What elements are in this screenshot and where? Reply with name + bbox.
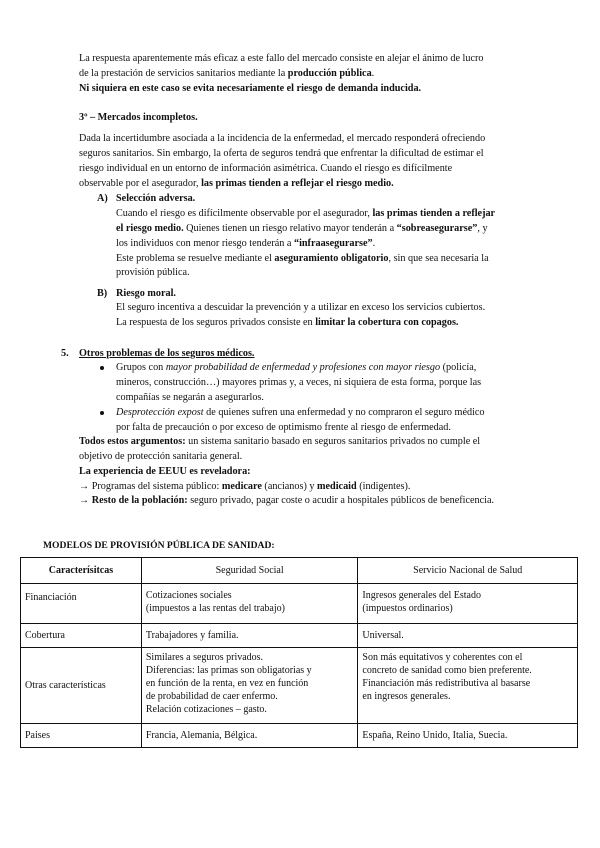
cell-line: concreto de sanidad como bien preferente. xyxy=(362,665,532,676)
medicaid-bold: medicaid xyxy=(317,481,357,492)
programas-end: (indigentes). xyxy=(356,481,411,492)
a2-end: , y xyxy=(477,223,488,234)
cell-line: España, Reino Unido, Italia, Suecia. xyxy=(362,730,508,741)
section3-line-4 xyxy=(79,176,394,191)
bullet1-italic: mayor probabilidad de enfermedad y profesiones con mayor riesgo xyxy=(165,362,441,373)
bullet1-end: (policía, xyxy=(440,362,477,373)
section3-line4-bold: las primas tienden a reflejar el riesgo medio. xyxy=(201,178,394,189)
intro-line-3 xyxy=(79,81,421,96)
todos-line-1 xyxy=(79,434,480,449)
cell-line: Cotizaciones sociales xyxy=(145,590,232,601)
models-title xyxy=(43,538,275,553)
a-line-3 xyxy=(116,236,375,251)
programas-line xyxy=(79,479,410,494)
cell-sns xyxy=(358,624,578,648)
cell-sns xyxy=(358,584,578,624)
row-label xyxy=(21,648,142,724)
resto-bold: Resto de la población: xyxy=(91,495,188,506)
arrow-icon: → xyxy=(79,495,92,506)
table-row xyxy=(21,584,578,624)
models-title-text: MODELOS DE PROVISIÓN PÚBLICA DE SANIDAD: xyxy=(43,540,275,551)
models-table xyxy=(20,557,578,748)
cell-sns xyxy=(358,648,578,724)
table-row xyxy=(21,648,578,724)
b-label: B) xyxy=(97,288,108,299)
subsection-a-title xyxy=(116,191,195,206)
cell-line: Financiación más redistributiva al basarse xyxy=(362,678,531,689)
a-line-2 xyxy=(116,221,488,236)
section3-line-1: Dada la incertidumbre asociada a la incidencia de la enfermedad, el mercado responderá ofreciendo xyxy=(79,133,486,144)
a1-bold: las primas tienden a reflejar xyxy=(372,208,496,219)
bullet-dot xyxy=(100,411,104,415)
section5-heading xyxy=(79,346,254,361)
section5-heading-text: Otros problemas de los seguros médicos. xyxy=(79,348,255,359)
cell-line: Relación cotizaciones – gasto. xyxy=(145,704,267,715)
a-label: A) xyxy=(97,193,108,204)
table-row xyxy=(21,624,578,648)
programas-mid: (ancianos) y xyxy=(261,481,318,492)
header-seguridad-social: Seguridad Social xyxy=(141,558,358,584)
resto-text: seguro privado, pagar coste o acudir a hospitales públicos de beneficencia. xyxy=(187,495,495,506)
bullet1-line-1 xyxy=(116,360,476,375)
cell-line: Son más equitativos y coherentes con el xyxy=(362,652,523,663)
row-label xyxy=(21,624,142,648)
cell-line: Universal. xyxy=(362,630,404,641)
subsection-b-label xyxy=(97,286,107,301)
section3-line-3: riesgo individual en un entorno de información asimétrica. Cuando el riesgo es difícilmente xyxy=(79,163,453,174)
cell-line: (impuestos a las rentas del trabajo) xyxy=(145,603,285,614)
intro-line-1: La respuesta aparentemente más eficaz a este fallo del mercado consiste en alejar el ánimo de lucro xyxy=(79,53,484,64)
bullet2-line-1 xyxy=(116,405,485,420)
b-line-1: El seguro incentiva a descuidar la prevención y a utilizar en exceso los servicios cubiertos. xyxy=(116,302,486,313)
subsection-b-title xyxy=(116,286,176,301)
cell-line: Trabajadores y familia. xyxy=(145,630,239,641)
cell-line: Similares a seguros privados. xyxy=(145,652,264,663)
a4-bold: aseguramiento obligatorio xyxy=(274,253,389,264)
cell-line: en ingresos generales. xyxy=(362,691,451,702)
section3-heading xyxy=(79,110,198,125)
bullet2-line-2: por falta de precaución o por exceso de optimismo frente al riesgo de enfermedad. xyxy=(116,422,451,433)
section3-line-2: seguros sanitarios. Sin embargo, la oferta de seguros tendrá que enfrentar la dificultad de estimar el xyxy=(79,148,484,159)
programas-text: → Programas del sistema público: xyxy=(79,481,222,492)
cell-line: Ingresos generales del Estado xyxy=(362,590,481,601)
a3-text: los individuos con menor riesgo tenderán a xyxy=(116,238,294,249)
row-label-text: Financiación xyxy=(25,592,77,603)
cell-line: Diferencias: las primas son obligatorias y xyxy=(145,665,312,676)
row-label-text: Otras características xyxy=(25,680,106,691)
todos-bold: Todos estos argumentos: xyxy=(79,436,186,447)
experiencia-bold: La experiencia de EEUU es reveladora: xyxy=(79,466,251,477)
resto-line xyxy=(79,493,494,508)
bullet1-text: Grupos con xyxy=(116,362,166,373)
b-line-2 xyxy=(116,315,458,330)
intro-line-2 xyxy=(79,66,374,81)
header-servicio-nacional: Servicio Nacional de Salud xyxy=(358,558,578,584)
intro-bold: producción pública xyxy=(287,68,372,79)
medicare-bold: medicare xyxy=(221,481,262,492)
a-line-1 xyxy=(116,206,495,221)
section3-line4-text: observable por el asegurador, xyxy=(79,178,202,189)
cell-sns xyxy=(358,724,578,748)
b-title: Riesgo moral. xyxy=(116,288,176,299)
bullet1-line-2: mineros, construcción…) mayores primas y, a veces, ni siquiera de esta forma, porque las xyxy=(116,377,482,388)
experiencia-line xyxy=(79,464,251,479)
todos-text: un sistema sanitario basado en seguros sanitarios privados no cumple el xyxy=(185,436,481,447)
row-label-text: Cobertura xyxy=(25,630,65,641)
cell-line: en función de la renta, en vez en función xyxy=(145,678,309,689)
bullet-dot xyxy=(100,366,104,370)
a2-quote: “sobreasegurarse” xyxy=(396,223,478,234)
todos-line-2: objetivo de protección sanitaria general. xyxy=(79,451,243,462)
cell-line: (impuestos ordinarios) xyxy=(362,603,453,614)
subsection-a-label xyxy=(97,191,108,206)
cell-ss xyxy=(141,584,358,624)
row-label-text: Paises xyxy=(25,730,50,741)
cell-ss xyxy=(141,624,358,648)
bullet2-text: de quienes sufren una enfermedad y no compraron el seguro médico xyxy=(203,407,485,418)
intro-end: . xyxy=(371,68,375,79)
bullet1-line-3: compañías se negarán a asegurarlos. xyxy=(116,392,264,403)
row-label xyxy=(21,584,142,624)
a-line-4 xyxy=(116,251,489,266)
cell-ss xyxy=(141,648,358,724)
intro-bold-2: Ni siquiera en este caso se evita necesariamente el riesgo de demanda inducida. xyxy=(79,83,422,94)
a3-quote: “infraasegurarse” xyxy=(293,238,373,249)
a3-end: . xyxy=(372,238,376,249)
section3-heading-text: 3º – Mercados incompletos. xyxy=(79,112,198,123)
a-title: Selección adversa. xyxy=(116,193,196,204)
table-row xyxy=(21,724,578,748)
cell-line: Francia, Alemania, Bélgica. xyxy=(145,730,258,741)
intro-text: de la prestación de servicios sanitarios mediante la xyxy=(79,68,288,79)
section5-number-text: 5. xyxy=(61,348,69,359)
section5-number xyxy=(61,346,69,361)
b2-text: La respuesta de los seguros privados consiste en xyxy=(116,317,316,328)
cell-ss xyxy=(141,724,358,748)
cell-line: de probabilidad de caer enfermo. xyxy=(145,691,278,702)
a4-text: Este problema se resuelve mediante el xyxy=(116,253,275,264)
a2-bold: el riesgo medio. xyxy=(116,223,184,234)
header-caracteristicas: Caracterísitcas xyxy=(21,558,142,584)
a4-end: , sin que sea necesaria la xyxy=(388,253,489,264)
b2-bold: limitar la cobertura con copagos. xyxy=(315,317,459,328)
table-header-row xyxy=(21,558,578,584)
bullet2-italic: Desprotección expost xyxy=(116,407,204,418)
a2-text: Quienes tienen un riesgo relativo mayor tenderán a xyxy=(183,223,397,234)
a1-text: Cuando el riesgo es difícilmente observable por el asegurador, xyxy=(116,208,373,219)
a-line-5: provisión pública. xyxy=(116,267,190,278)
row-label xyxy=(21,724,142,748)
